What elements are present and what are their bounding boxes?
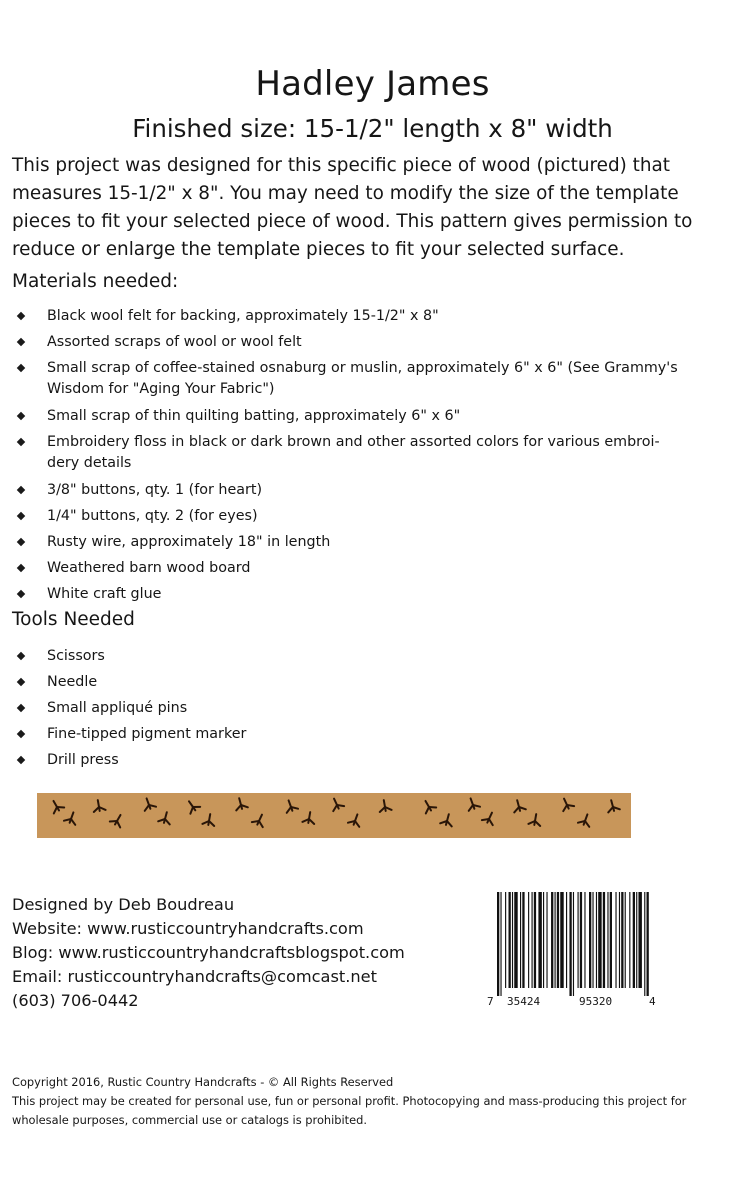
bird-track-icon <box>283 798 298 812</box>
barcode-digits <box>485 995 660 1011</box>
list-item <box>0 506 690 532</box>
list-item <box>0 332 690 358</box>
list-item-text: 1/4" buttons, qty. 2 (for eyes) <box>47 508 258 524</box>
list-item-text: Drill press <box>47 752 119 768</box>
list-item-text: 3/8" buttons, qty. 1 (for heart) <box>47 482 263 498</box>
bird-track-icon <box>252 812 268 827</box>
list-item <box>0 558 690 584</box>
list-item-text: Embroidery floss in black or dark brown and other assorted colors for various embroi-dery details <box>47 434 660 471</box>
diamond-bullet-icon <box>17 412 25 420</box>
bird-track-icon <box>302 811 316 824</box>
barcode-bars <box>485 888 660 998</box>
list-item-text: White craft glue <box>47 586 162 602</box>
list-item-text: Weathered barn wood board <box>47 560 251 576</box>
bird-tracks-border <box>37 793 631 838</box>
list-item-text: Black wool felt for backing, approximately 15-1/2" x 8" <box>47 308 439 324</box>
list-item-text: Needle <box>47 674 98 690</box>
blog-link[interactable]: Blog: www.rusticcountryhandcraftsblogspot.com <box>12 943 405 962</box>
phone-number: (603) 706-0442 <box>12 991 139 1010</box>
copyright-line: Copyright 2016, Rustic Country Handcrafts - © All Rights Reserved <box>12 1075 394 1089</box>
list-item-text: Small scrap of coffee-stained osnaburg or muslin, approximately 6" x 6" (See Grammy's Wisdom for "Aging Your Fabric") <box>47 360 678 397</box>
list-item <box>0 532 690 558</box>
footer <box>12 1073 737 1130</box>
upc-barcode <box>485 888 660 1016</box>
tools-heading: Tools Needed <box>12 609 135 630</box>
list-item <box>0 480 690 506</box>
diamond-bullet-icon <box>17 756 25 764</box>
bird-track-icon <box>578 812 593 826</box>
bird-track-icon <box>158 811 172 825</box>
list-item-text: Small appliqué pins <box>47 700 188 716</box>
list-item-text: Rusty wire, approximately 18" in length <box>47 534 331 550</box>
bird-track-icon <box>420 798 436 814</box>
bird-track-icon <box>92 799 106 812</box>
bird-track-icon <box>605 799 619 813</box>
bird-track-icon <box>233 797 247 811</box>
list-item-text: Assorted scraps of wool or wool felt <box>47 334 302 350</box>
materials-list <box>0 306 690 610</box>
list-item-text: Small scrap of thin quilting batting, approximately 6" x 6" <box>47 408 461 424</box>
diamond-bullet-icon <box>17 730 25 738</box>
diamond-bullet-icon <box>17 338 25 346</box>
bird-track-icon <box>110 812 126 828</box>
diamond-bullet-icon <box>17 564 25 572</box>
bird-track-icon <box>329 796 345 811</box>
materials-heading: Materials needed: <box>12 271 179 292</box>
diamond-bullet-icon <box>17 312 25 320</box>
list-item <box>0 646 690 672</box>
bird-track-icon <box>511 799 525 813</box>
barcode-digits-right: 95320 <box>579 995 613 1008</box>
bird-tracks-svg <box>37 793 631 838</box>
bird-track-icon <box>184 798 200 814</box>
diamond-bullet-icon <box>17 538 25 546</box>
diamond-bullet-icon <box>17 438 25 446</box>
bird-track-icon <box>141 796 156 810</box>
bird-track-icon <box>64 810 79 824</box>
diamond-bullet-icon <box>17 678 25 686</box>
designer-credit: Designed by Deb Boudreau <box>12 895 235 914</box>
barcode-digits-left: 35424 <box>507 995 541 1008</box>
bird-track-icon <box>465 796 480 810</box>
bird-track-icon <box>559 796 575 811</box>
list-item-text: Scissors <box>47 648 105 664</box>
list-item <box>0 358 690 406</box>
bird-track-icon <box>482 810 498 825</box>
list-item <box>0 750 690 776</box>
list-item <box>0 724 690 750</box>
diamond-bullet-icon <box>17 590 25 598</box>
diamond-bullet-icon <box>17 704 25 712</box>
page-title: Hadley James <box>255 64 490 104</box>
diamond-bullet-icon <box>17 364 25 372</box>
diamond-bullet-icon <box>17 652 25 660</box>
list-item <box>0 698 690 724</box>
list-item-text: Fine-tipped pigment marker <box>47 726 247 742</box>
list-item <box>0 672 690 698</box>
finished-size-subtitle: Finished size: 15-1/2" length x 8" width <box>132 114 613 143</box>
bird-track-icon <box>48 798 64 814</box>
intro-paragraph: This project was designed for this specific piece of wood (pictured) that measures 15-1/2" x 8". You may need to modify the size of the template pieces to fit your selected piece of wood. This pattern gives permission to reduce or enlarge the template pieces to fit your selected surface. <box>12 155 693 260</box>
usage-notice: This project may be created for personal use, fun or personal profit. Photocopying and mass-producing this project for wholesale purposes, commercial use or catalogs is prohibited. <box>12 1094 687 1127</box>
list-item <box>0 432 690 480</box>
email-link[interactable]: Email: rusticcountryhandcrafts@comcast.net <box>12 967 377 986</box>
barcode-digit-check: 4 <box>649 995 656 1008</box>
barcode-digit-prefix: 7 <box>487 995 494 1008</box>
diamond-bullet-icon <box>17 512 25 520</box>
list-item <box>0 306 690 332</box>
bird-track-icon <box>202 813 216 826</box>
bird-track-icon <box>528 813 542 826</box>
contact-block <box>12 893 405 1013</box>
website-link[interactable]: Website: www.rusticcountryhandcrafts.com <box>12 919 364 938</box>
bird-track-icon <box>348 812 363 826</box>
tools-list <box>0 646 690 776</box>
list-item <box>0 406 690 432</box>
diamond-bullet-icon <box>17 486 25 494</box>
bird-track-icon <box>440 813 454 827</box>
bird-track-icon <box>378 799 392 812</box>
